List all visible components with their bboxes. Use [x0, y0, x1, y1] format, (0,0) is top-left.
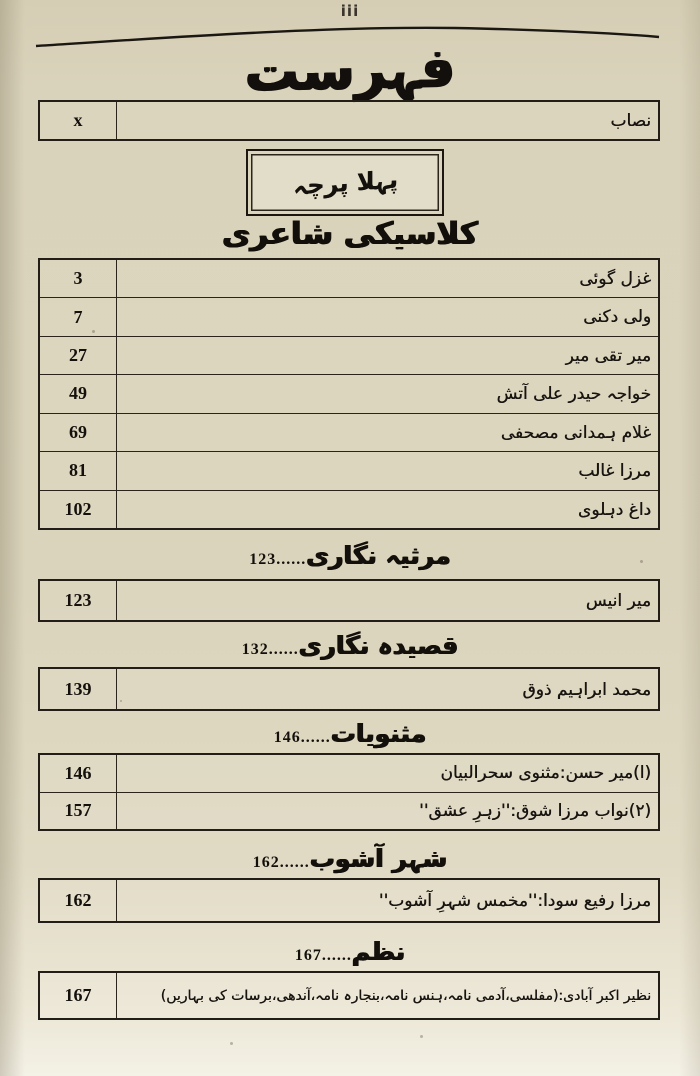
- row-page-number: 3: [40, 260, 117, 297]
- nisab-table: [38, 100, 660, 141]
- row-page-number: 69: [40, 414, 117, 451]
- row-title: مرزا غالب: [578, 460, 651, 481]
- section-heading-page: ......162: [252, 854, 310, 871]
- row-title: نصاب: [610, 110, 651, 131]
- scan-speckle: [92, 330, 95, 333]
- row-page-number: 167: [40, 973, 117, 1018]
- section-heading-marsiya: [0, 541, 700, 570]
- row-title: ولی دکنی: [583, 307, 651, 328]
- row-title: داغ دہلوی: [577, 499, 651, 520]
- row-page-number: x: [40, 102, 117, 139]
- row-page-number: 27: [40, 337, 117, 374]
- row-page-number: 139: [40, 669, 117, 709]
- table-row: [40, 337, 658, 375]
- contents-table-classical: [38, 258, 660, 530]
- row-page-number: 157: [40, 793, 117, 830]
- contents-table-shehr-ashob: [38, 878, 660, 923]
- table-row: [40, 414, 658, 452]
- section-heading-text: شہر آشوب: [309, 844, 448, 873]
- table-row: [40, 880, 658, 921]
- section-heading-page: ......167: [294, 947, 352, 964]
- row-page-number: 49: [40, 375, 117, 412]
- section-heading-page: ......132: [241, 641, 299, 658]
- table-row: [40, 669, 658, 709]
- row-title: نظیر اکبر آبادی:(مفلسی،آدمی نامہ،ہنس نامہ،بنجارہ نامہ،آندھی،برسات کی بہاریں): [160, 987, 651, 1004]
- row-title: میر انیس: [585, 590, 651, 611]
- row-page-number: 81: [40, 452, 117, 489]
- row-page-number: 7: [40, 298, 117, 335]
- scan-speckle: [420, 1035, 423, 1038]
- table-row: [40, 452, 658, 490]
- scan-speckle: [120, 700, 122, 702]
- row-page-number: 162: [40, 880, 117, 921]
- table-row: [40, 755, 658, 793]
- section-heading-shehr-ashob: [0, 844, 700, 873]
- paper-badge-label: پہلا پرچہ: [292, 164, 398, 201]
- table-row: [40, 375, 658, 413]
- row-page-number: 102: [40, 491, 117, 528]
- table-row: [40, 793, 658, 830]
- contents-table-qasida: [38, 667, 660, 711]
- table-row: [40, 581, 658, 620]
- section-heading-classical-poetry: کلاسیکی شاعری: [222, 216, 478, 252]
- row-title: خواجہ حیدر علی آتش: [496, 384, 651, 405]
- contents-table-masnaviyat: [38, 753, 660, 831]
- folio-number: iii: [340, 2, 360, 20]
- section-heading-nazm: [0, 937, 700, 966]
- page-title: فہرست: [243, 35, 457, 104]
- row-title: غزل گوئی: [579, 268, 651, 289]
- section-heading-qasida: [0, 631, 700, 660]
- section-heading-page: ......123: [249, 551, 307, 568]
- section-heading-text: مثنویات: [330, 719, 427, 748]
- row-title: محمد ابراہیم ذوق: [522, 679, 651, 700]
- row-title: مرزا رفیع سودا:''مخمس شہرِ آشوب'': [378, 891, 651, 911]
- section-heading-masnaviyat: [0, 719, 700, 748]
- table-row: [40, 973, 658, 1018]
- row-title: غلام ہمدانی مصحفی: [500, 422, 651, 443]
- section-heading-text: قصیدہ نگاری: [298, 631, 459, 660]
- row-title: میر تقی میر: [565, 345, 651, 366]
- section-heading-text: مرثیہ نگاری: [306, 541, 451, 570]
- row-page-number: 123: [40, 581, 117, 620]
- row-title: (ا)میر حسن:مثنوی سحرالبیان: [440, 763, 651, 784]
- scan-speckle: [640, 560, 643, 563]
- section-heading-text: نظم: [351, 937, 406, 966]
- row-page-number: 146: [40, 755, 117, 792]
- row-title: (۲)نواب مرزا شوق:''زہرِ عشق'': [419, 801, 651, 822]
- contents-table-marsiya: [38, 579, 660, 622]
- table-row: [40, 260, 658, 298]
- table-row: [40, 491, 658, 528]
- section-heading-page: ......146: [273, 729, 331, 746]
- table-row: [40, 298, 658, 336]
- contents-table-nazm: [38, 971, 660, 1020]
- table-row: [40, 102, 658, 139]
- paper-badge-box: [246, 149, 444, 216]
- scan-speckle: [230, 1042, 233, 1045]
